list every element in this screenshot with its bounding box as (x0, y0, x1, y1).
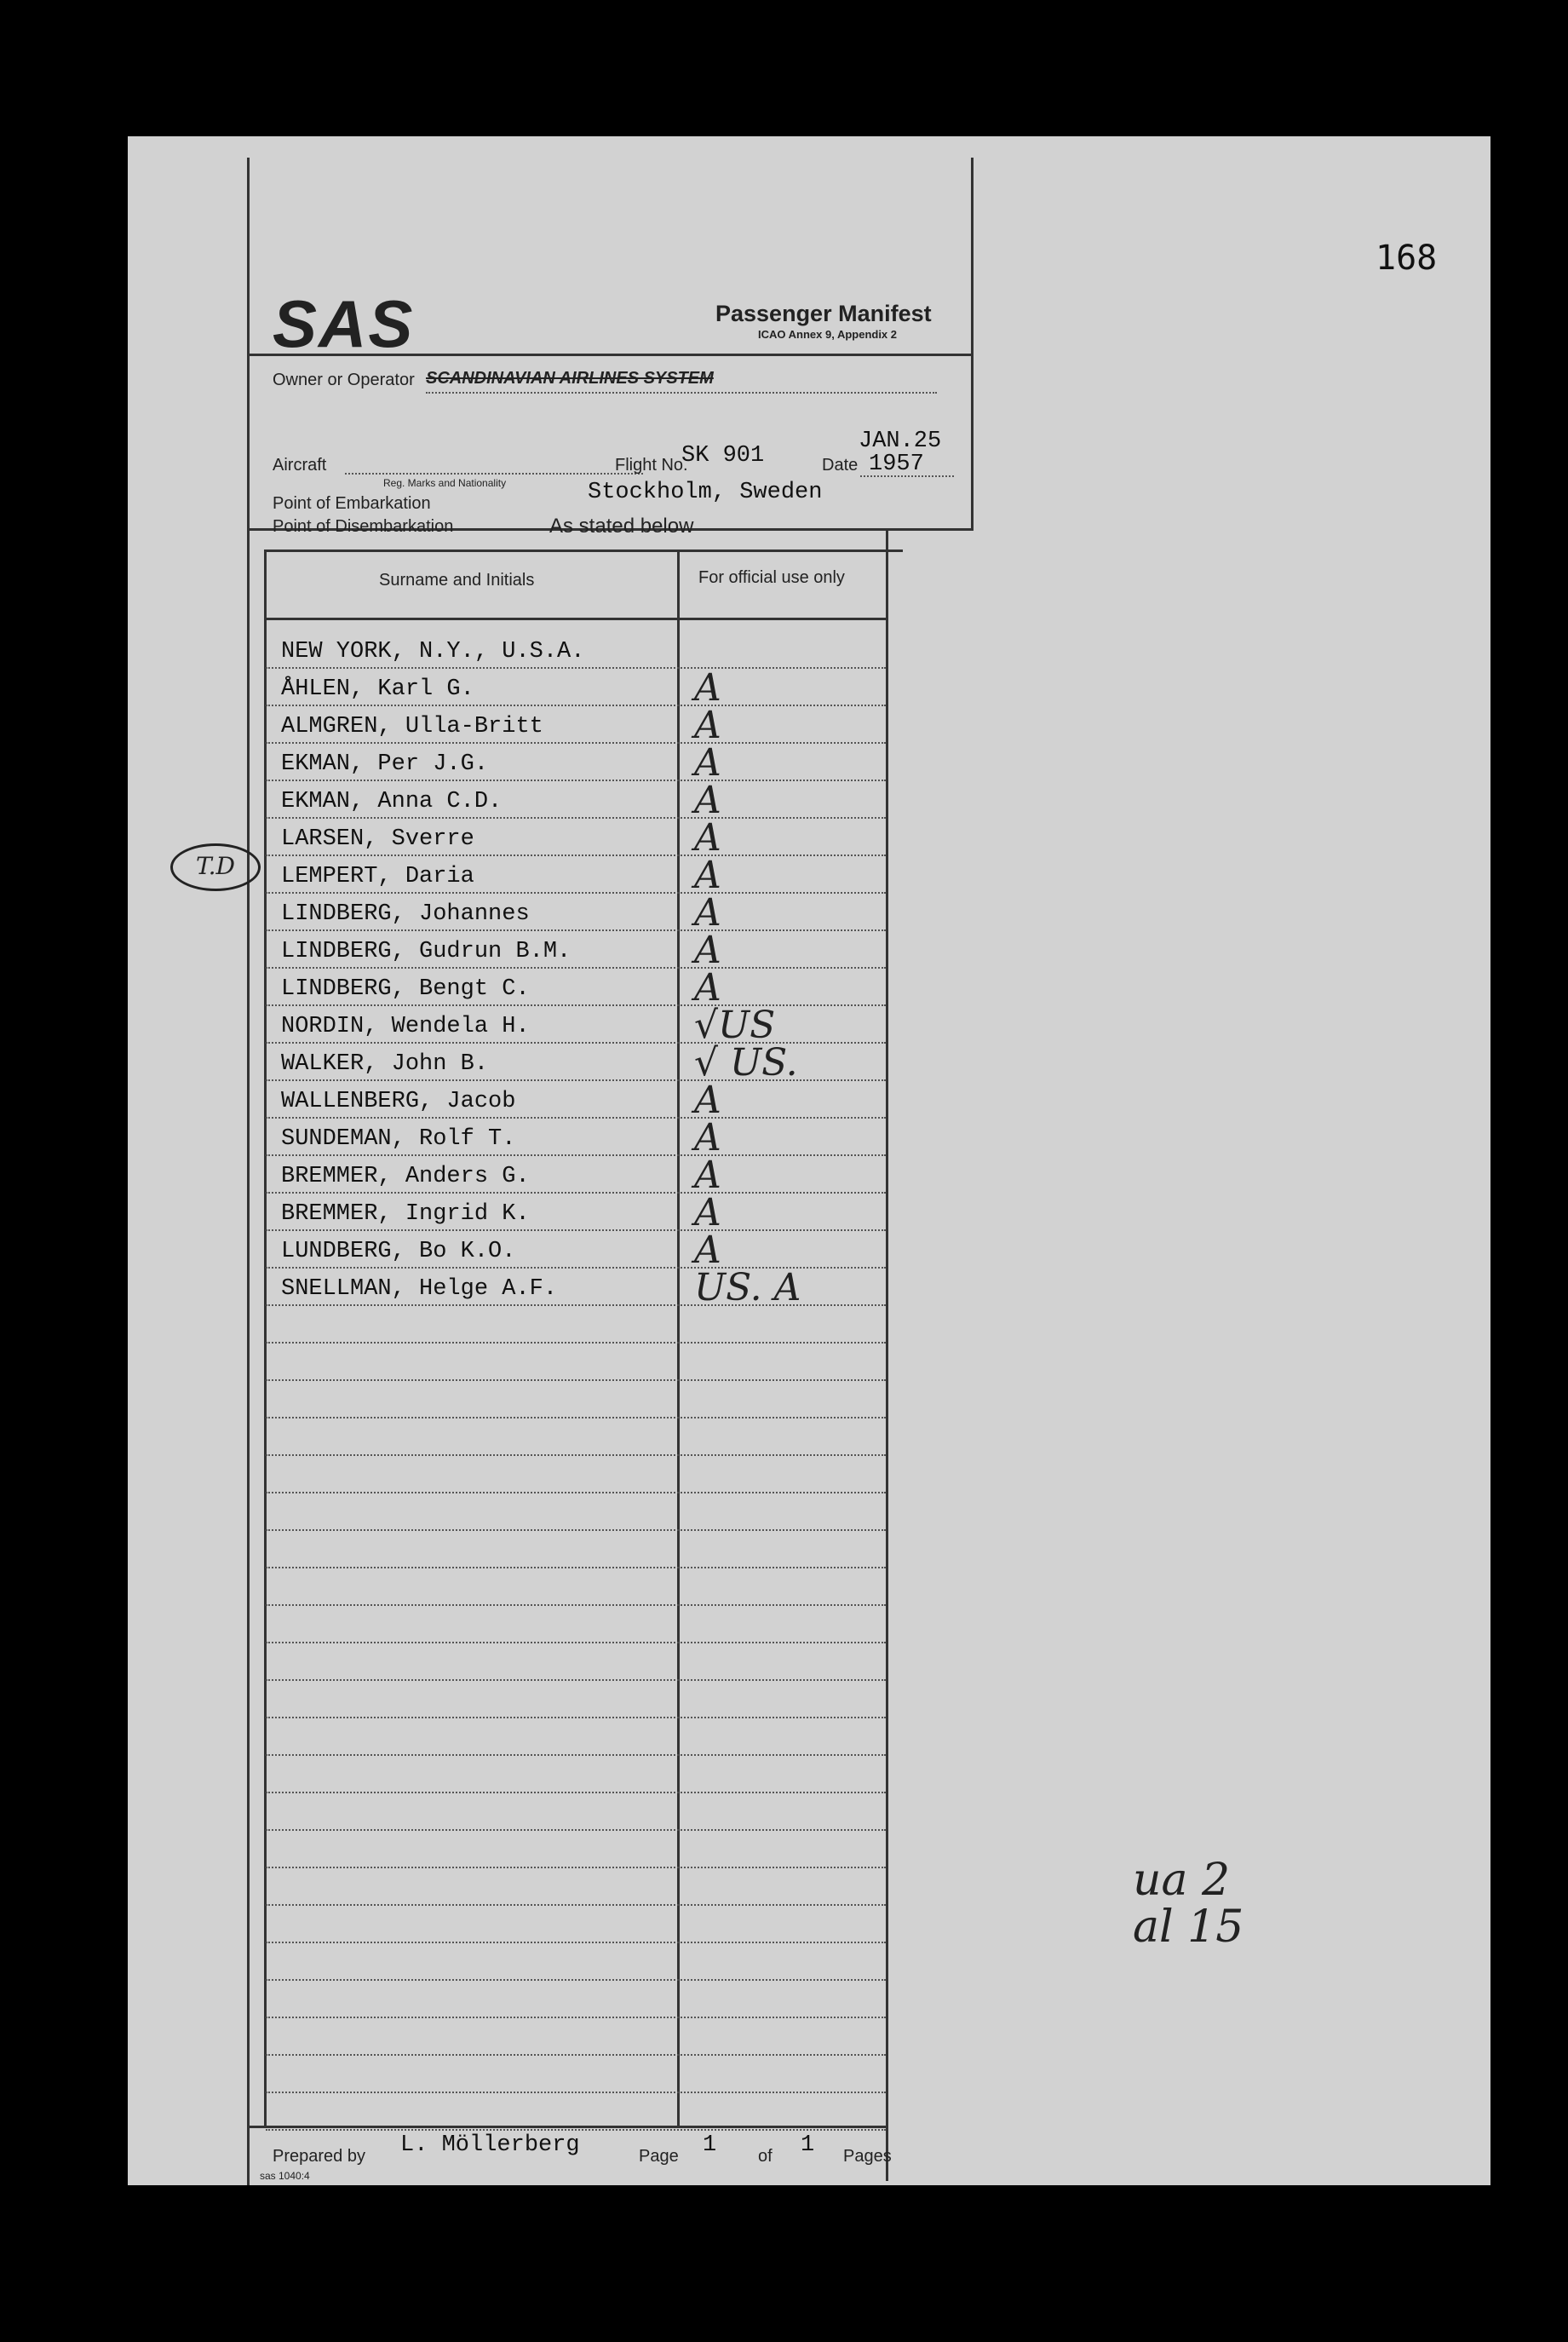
prepared-value: L. Möllerberg (400, 2132, 580, 2158)
official-mark: A (694, 966, 721, 1010)
official-mark: A (694, 1191, 721, 1234)
flight-label: Flight No. (615, 456, 688, 475)
passenger-name: BREMMER, Anders G. (281, 1164, 530, 1189)
table-row-line (266, 1192, 886, 1194)
table-row-line (266, 2092, 886, 2093)
table-row-line (266, 1942, 886, 1943)
official-mark: A (694, 1079, 721, 1122)
prepared-label: Prepared by (273, 2147, 365, 2166)
manifest-title: Passenger Manifest (715, 301, 932, 326)
form-code: sas 1040:4 (260, 2170, 310, 2182)
passenger-name: SNELLMAN, Helge A.F. (281, 1276, 558, 1302)
table-row-line (266, 1492, 886, 1493)
table-row-line (266, 1829, 886, 1831)
official-mark: A (694, 666, 721, 710)
reg-note: Reg. Marks and Nationality (383, 477, 507, 489)
aircraft-dotline (345, 473, 643, 475)
table-row-line (266, 1717, 886, 1718)
table-row-line (266, 929, 886, 931)
passenger-name: LINDBERG, Bengt C. (281, 976, 530, 1002)
footer-rule (247, 2126, 888, 2128)
form-left-border (247, 158, 250, 2185)
table-row-line (266, 1754, 886, 1756)
official-mark: A (694, 741, 721, 785)
official-mark: A (694, 929, 721, 972)
table-column-divider (677, 550, 680, 2126)
passenger-name: SUNDEMAN, Rolf T. (281, 1126, 516, 1152)
of-value: 1 (801, 2132, 815, 2158)
table-row-line (266, 742, 886, 744)
table-row-line (266, 817, 886, 819)
table-row-line (266, 1604, 886, 1606)
table-row-line (266, 1642, 886, 1643)
table-row-line (266, 1904, 886, 1906)
form-right-border-top (971, 158, 974, 528)
official-mark: √ US. (694, 1041, 798, 1085)
table-row-line (266, 1342, 886, 1344)
date-label: Date (822, 456, 859, 475)
table-row-line (266, 2054, 886, 2056)
table-row-line (266, 1229, 886, 1231)
pages-label: Pages (843, 2147, 892, 2166)
hand-note-line-1: ua 2 (1133, 1855, 1231, 1906)
table-row-line (266, 1154, 886, 1156)
passenger-name: EKMAN, Per J.G. (281, 751, 489, 777)
table-row-line (266, 1004, 886, 1006)
passenger-name: LINDBERG, Johannes (281, 901, 530, 927)
official-mark: US. A (694, 1266, 801, 1309)
table-row-line (266, 705, 886, 706)
page-value: 1 (703, 2132, 717, 2158)
table-row-line (266, 892, 886, 894)
table-row-line (266, 855, 886, 856)
date-dotline (860, 475, 954, 477)
disembark-label: Point of Disembarkation (273, 517, 454, 536)
date-value-1: JAN.25 (859, 429, 942, 454)
official-mark: A (694, 891, 721, 935)
embark-label: Point of Embarkation (273, 494, 431, 513)
owner-label: Owner or Operator (273, 371, 415, 389)
table-row-line (266, 1979, 886, 1981)
official-mark: A (694, 1116, 721, 1159)
table-top-rule (264, 550, 903, 552)
passenger-name: LINDBERG, Gudrun B.M. (281, 939, 571, 964)
official-mark: A (694, 704, 721, 747)
passenger-name: ALMGREN, Ulla-Britt (281, 714, 543, 739)
flight-value: SK 901 (681, 443, 765, 469)
table-row-line (266, 1792, 886, 1793)
table-row-line (266, 2129, 886, 2131)
margin-note-td: T.D (170, 843, 261, 891)
table-row-line (266, 1679, 886, 1681)
table-row-line (266, 1454, 886, 1456)
official-mark: A (694, 854, 721, 897)
owner-dotline (426, 392, 937, 394)
col-surname-header: Surname and Initials (379, 571, 535, 590)
table-row-line (266, 1567, 886, 1568)
official-mark: A (694, 1229, 721, 1272)
table-row-line (266, 1529, 886, 1531)
table-left-border (264, 550, 267, 2126)
of-label: of (758, 2147, 773, 2166)
destination-row: NEW YORK, N.Y., U.S.A. (281, 639, 585, 665)
page-number: 168 (1376, 239, 1438, 278)
passenger-name: LEMPERT, Daria (281, 864, 474, 889)
official-mark: A (694, 779, 721, 822)
passenger-name: NORDIN, Wendela H. (281, 1014, 530, 1039)
passenger-name: WALKER, John B. (281, 1051, 489, 1077)
handwritten-note (1133, 1855, 1244, 1953)
sas-logo: SAS (273, 286, 415, 361)
table-row-line (266, 1379, 886, 1381)
table-row-line (266, 780, 886, 781)
embark-value: Stockholm, Sweden (588, 480, 823, 505)
col-official-header: For official use only (698, 568, 845, 587)
aircraft-label: Aircraft (273, 456, 327, 475)
table-row-line (266, 1417, 886, 1418)
date-value-2: 1957 (869, 452, 924, 477)
passenger-name: EKMAN, Anna C.D. (281, 789, 503, 814)
passenger-name: WALLENBERG, Jacob (281, 1089, 516, 1114)
table-right-border (886, 528, 888, 2181)
passenger-name: LUNDBERG, Bo K.O. (281, 1239, 516, 1264)
hand-note-line-2: al 15 (1133, 1901, 1244, 1953)
disembark-value: As stated below (549, 515, 694, 538)
manifest-form (196, 158, 975, 2185)
table-row-line (266, 1867, 886, 1868)
table-header-rule (264, 618, 888, 620)
official-mark: A (694, 1154, 721, 1197)
official-mark: A (694, 816, 721, 860)
table-row-line (266, 1117, 886, 1119)
owner-value: SCANDINAVIAN AIRLINES SYSTEM (426, 369, 714, 388)
manifest-subtitle: ICAO Annex 9, Appendix 2 (758, 328, 898, 341)
table-row-line (266, 2017, 886, 2018)
table-row-line (266, 667, 886, 669)
official-mark: √US (694, 1004, 776, 1047)
table-row-line (266, 967, 886, 969)
passenger-name: BREMMER, Ingrid K. (281, 1201, 530, 1227)
passenger-name: ÅHLEN, Karl G. (281, 676, 474, 702)
page-label: Page (639, 2147, 679, 2166)
passenger-name: LARSEN, Sverre (281, 826, 474, 852)
